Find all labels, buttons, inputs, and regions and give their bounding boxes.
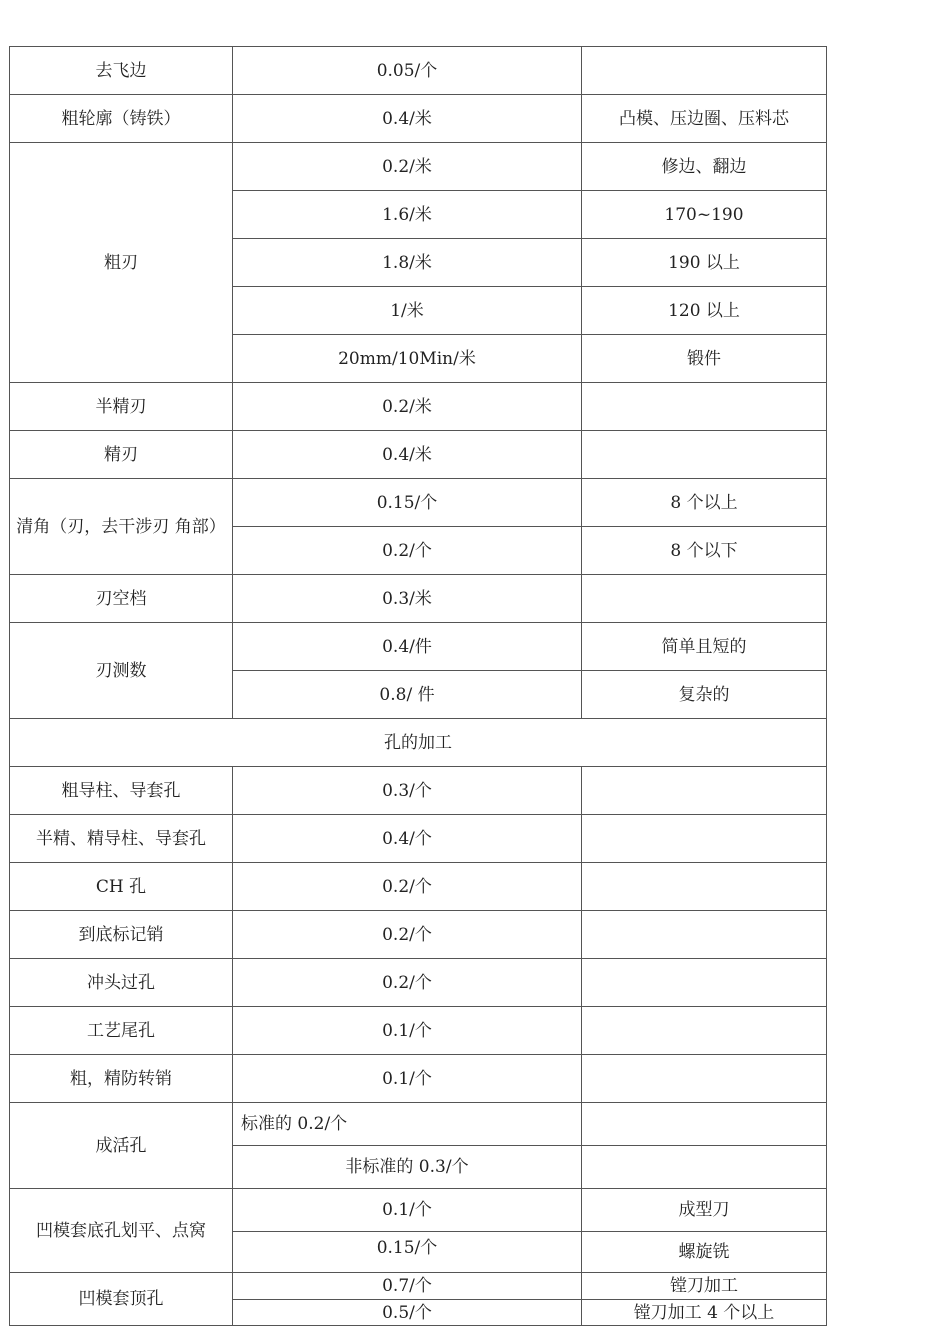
rate-cell: 0.4/个 bbox=[233, 815, 582, 863]
note-cell: 8 个以下 bbox=[582, 527, 827, 575]
note-cell: 成型刀 bbox=[582, 1189, 827, 1232]
item-cell: 半精、精导柱、导套孔 bbox=[10, 815, 233, 863]
note-cell: 170~190 bbox=[582, 191, 827, 239]
item-cell: 去飞边 bbox=[10, 47, 233, 95]
rate-cell: 20mm/10Min/米 bbox=[233, 335, 582, 383]
note-cell bbox=[582, 1103, 827, 1146]
rate-cell: 0.2/个 bbox=[233, 959, 582, 1007]
item-cell: 粗导柱、导套孔 bbox=[10, 767, 233, 815]
note-cell bbox=[582, 959, 827, 1007]
rate-cell: 0.4/米 bbox=[233, 431, 582, 479]
rate-cell: 0.2/米 bbox=[233, 383, 582, 431]
note-cell: 简单且短的 bbox=[582, 623, 827, 671]
note-cell bbox=[582, 1055, 827, 1103]
note-cell bbox=[582, 1146, 827, 1189]
item-cell: 工艺尾孔 bbox=[10, 1007, 233, 1055]
table-row bbox=[10, 1055, 827, 1103]
table-row bbox=[10, 959, 827, 1007]
note-cell bbox=[582, 47, 827, 95]
rate-cell: 1.6/米 bbox=[233, 191, 582, 239]
note-cell: 螺旋铣 bbox=[582, 1232, 827, 1273]
item-cell: 凹模套底孔划平、点窝 bbox=[10, 1189, 233, 1273]
note-cell: 凸模、压边圈、压料芯 bbox=[582, 95, 827, 143]
item-cell: 粗，精防转销 bbox=[10, 1055, 233, 1103]
rate-cell: 0.15/个 bbox=[233, 1232, 582, 1273]
rate-cell: 0.7/个 bbox=[233, 1273, 582, 1300]
rate-cell: 0.3/个 bbox=[233, 767, 582, 815]
note-cell bbox=[582, 431, 827, 479]
section-heading: 孔的加工 bbox=[10, 719, 827, 767]
table-row bbox=[10, 815, 827, 863]
table-row bbox=[10, 47, 827, 95]
table-row bbox=[10, 767, 827, 815]
rate-cell: 0.5/个 bbox=[233, 1300, 582, 1326]
rate-cell: 0.4/件 bbox=[233, 623, 582, 671]
note-cell bbox=[582, 911, 827, 959]
item-cell: 刃测数 bbox=[10, 623, 233, 719]
rate-cell: 非标准的 0.3/个 bbox=[233, 1146, 582, 1189]
table-row bbox=[10, 143, 827, 191]
note-cell bbox=[582, 383, 827, 431]
table-row bbox=[10, 95, 827, 143]
rate-cell: 0.15/个 bbox=[233, 479, 582, 527]
table-row bbox=[10, 431, 827, 479]
note-cell: 120 以上 bbox=[582, 287, 827, 335]
table-row bbox=[10, 1103, 827, 1146]
rate-cell: 0.1/个 bbox=[233, 1189, 582, 1232]
item-cell: 到底标记销 bbox=[10, 911, 233, 959]
section-row bbox=[10, 719, 827, 767]
note-cell bbox=[582, 575, 827, 623]
item-cell: 粗刃 bbox=[10, 143, 233, 383]
rate-cell: 0.1/个 bbox=[233, 1007, 582, 1055]
item-cell: 精刃 bbox=[10, 431, 233, 479]
note-cell: 复杂的 bbox=[582, 671, 827, 719]
rate-cell: 标准的 0.2/个 bbox=[233, 1103, 582, 1146]
note-cell bbox=[582, 863, 827, 911]
table-row bbox=[10, 479, 827, 527]
rate-cell: 0.2/个 bbox=[233, 863, 582, 911]
item-cell: 凹模套顶孔 bbox=[10, 1273, 233, 1326]
item-cell: 清角（刃，去干涉刃 角部） bbox=[10, 479, 233, 575]
note-cell bbox=[582, 767, 827, 815]
note-cell: 8 个以上 bbox=[582, 479, 827, 527]
note-cell: 修边、翻边 bbox=[582, 143, 827, 191]
table-row bbox=[10, 623, 827, 671]
note-cell bbox=[582, 1007, 827, 1055]
table-row bbox=[10, 1273, 827, 1300]
note-cell: 镗刀加工 bbox=[582, 1273, 827, 1300]
note-cell: 锻件 bbox=[582, 335, 827, 383]
item-cell: 粗轮廓（铸铁） bbox=[10, 95, 233, 143]
rate-cell: 0.4/米 bbox=[233, 95, 582, 143]
rate-cell: 0.2/米 bbox=[233, 143, 582, 191]
rate-cell: 1/米 bbox=[233, 287, 582, 335]
rate-cell: 0.8/ 件 bbox=[233, 671, 582, 719]
rate-cell: 1.8/米 bbox=[233, 239, 582, 287]
item-cell: 冲头过孔 bbox=[10, 959, 233, 1007]
rate-cell: 0.1/个 bbox=[233, 1055, 582, 1103]
item-cell: CH 孔 bbox=[10, 863, 233, 911]
rate-cell: 0.2/个 bbox=[233, 527, 582, 575]
table-row bbox=[10, 575, 827, 623]
table-row bbox=[10, 863, 827, 911]
item-cell: 刃空档 bbox=[10, 575, 233, 623]
rate-cell: 0.2/个 bbox=[233, 911, 582, 959]
rate-cell: 0.3/米 bbox=[233, 575, 582, 623]
table-row bbox=[10, 1189, 827, 1232]
rate-cell: 0.05/个 bbox=[233, 47, 582, 95]
table-row bbox=[10, 911, 827, 959]
machining-hours-table bbox=[9, 46, 827, 1326]
note-cell: 镗刀加工 4 个以上 bbox=[582, 1300, 827, 1326]
table-row bbox=[10, 383, 827, 431]
note-cell bbox=[582, 815, 827, 863]
item-cell: 半精刃 bbox=[10, 383, 233, 431]
note-cell: 190 以上 bbox=[582, 239, 827, 287]
table-row bbox=[10, 1007, 827, 1055]
item-cell: 成活孔 bbox=[10, 1103, 233, 1189]
